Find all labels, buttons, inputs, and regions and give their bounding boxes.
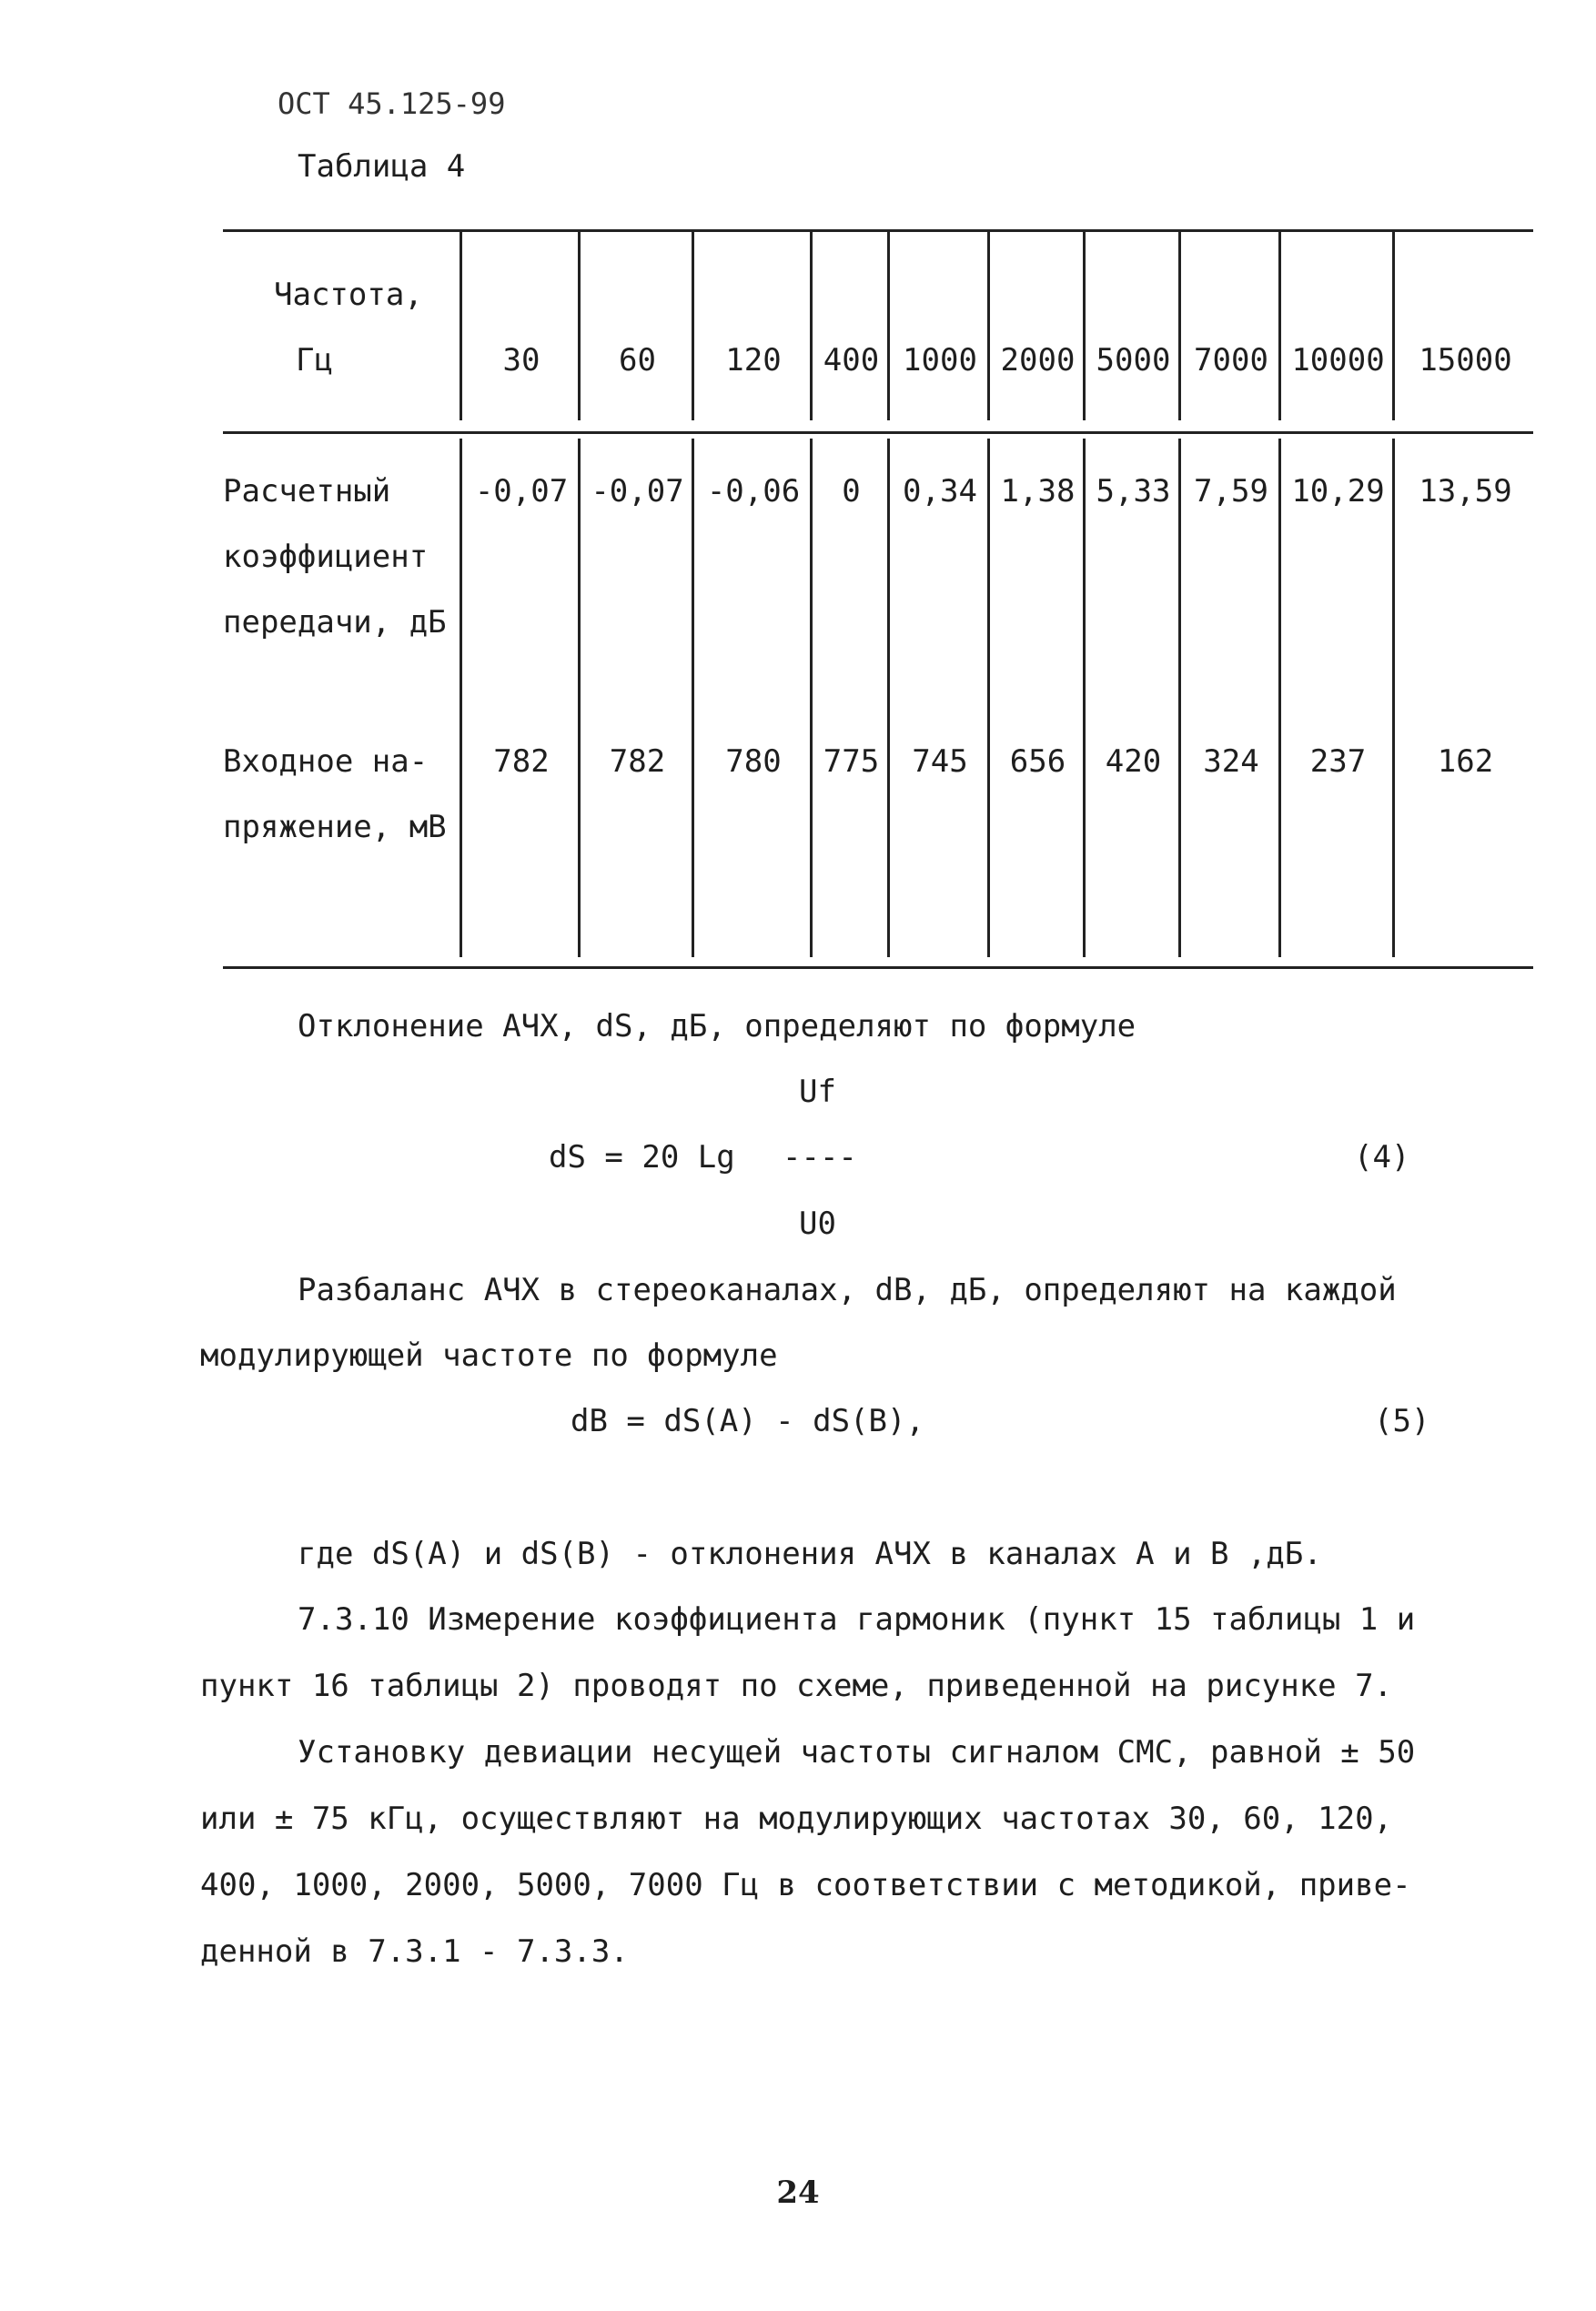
column-separator bbox=[887, 229, 890, 420]
gain-value-cell: 10,29 bbox=[1291, 473, 1385, 510]
column-separator bbox=[987, 229, 990, 420]
frequency-header-cell: 120 bbox=[725, 342, 782, 378]
column-separator bbox=[810, 229, 813, 420]
column-separator bbox=[810, 439, 813, 957]
formula4-fraction-bar: ---- bbox=[783, 1139, 857, 1176]
column-separator bbox=[1392, 439, 1395, 957]
frequency-header-cell: 2000 bbox=[1000, 342, 1076, 378]
gain-value-cell: -0,06 bbox=[706, 473, 801, 510]
column-separator bbox=[987, 439, 990, 957]
gain-value-cell: 0,34 bbox=[903, 473, 977, 510]
paragraph-7-3-10-line2: пункт 16 таблицы 2) проводят по схеме, приведенной на рисунке 7. bbox=[200, 1668, 1393, 1704]
table-header-rule bbox=[223, 431, 1533, 434]
gain-value-cell: -0,07 bbox=[474, 473, 569, 510]
column-separator bbox=[578, 229, 581, 420]
table-top-rule bbox=[223, 229, 1533, 232]
frequency-header-cell: 10000 bbox=[1291, 342, 1385, 378]
where-line: где dS(A) и dS(B) - отклонения АЧХ в каналах А и В ,дБ. bbox=[298, 1536, 1322, 1572]
paragraph-deviation-line2: или ± 75 кГц, осуществляют на модулирующих частотах 30, 60, 120, bbox=[200, 1801, 1393, 1837]
row-label-gain-3: передачи, дБ bbox=[223, 604, 447, 641]
paragraph-deviation-line1: Установку девиации несущей частоты сигналом СМС, равной ± 50 bbox=[298, 1734, 1416, 1771]
voltage-value-cell: 162 bbox=[1437, 743, 1494, 780]
table-bottom-rule bbox=[223, 966, 1533, 969]
voltage-value-cell: 420 bbox=[1105, 743, 1162, 780]
formula4-intro: Отклонение АЧХ, dS, дБ, определяют по формуле bbox=[298, 1008, 1136, 1044]
column-separator bbox=[1178, 229, 1181, 420]
column-separator bbox=[460, 439, 462, 957]
frequency-header-cell: 7000 bbox=[1194, 342, 1268, 378]
frequency-header-cell: 5000 bbox=[1096, 342, 1171, 378]
voltage-value-cell: 775 bbox=[823, 743, 880, 780]
gain-value-cell: 0 bbox=[842, 473, 861, 510]
column-separator bbox=[1083, 439, 1086, 957]
column-separator bbox=[692, 439, 694, 957]
row-label-gain-1: Расчетный bbox=[223, 473, 391, 510]
column-separator bbox=[887, 439, 890, 957]
voltage-value-cell: 745 bbox=[912, 743, 968, 780]
page-number: 24 bbox=[776, 2175, 820, 2211]
paragraph-5-line2: модулирующей частоте по формуле bbox=[200, 1337, 778, 1374]
formula4-number: (4) bbox=[1354, 1139, 1410, 1176]
voltage-value-cell: 324 bbox=[1203, 743, 1259, 780]
voltage-value-cell: 780 bbox=[725, 743, 782, 780]
paragraph-deviation-line4: денной в 7.3.1 - 7.3.3. bbox=[200, 1933, 629, 1970]
formula4-numerator: Uf bbox=[799, 1074, 836, 1110]
header-label-unit: Гц bbox=[296, 342, 333, 378]
column-separator bbox=[692, 229, 694, 420]
gain-value-cell: 1,38 bbox=[1000, 473, 1076, 510]
column-separator bbox=[1392, 229, 1395, 420]
column-separator bbox=[1278, 439, 1281, 957]
voltage-value-cell: 782 bbox=[493, 743, 550, 780]
paragraph-5-line1: Разбаланс АЧХ в стереоканалах, dB, дБ, определяют на каждой bbox=[298, 1272, 1397, 1308]
document-code: ОСТ 45.125-99 bbox=[278, 86, 506, 121]
gain-value-cell: -0,07 bbox=[591, 473, 684, 510]
paragraph-deviation-line3: 400, 1000, 2000, 5000, 7000 Гц в соответствии с методикой, приве- bbox=[200, 1867, 1411, 1903]
frequency-header-cell: 60 bbox=[619, 342, 656, 378]
column-separator bbox=[460, 229, 462, 420]
frequency-header-cell: 400 bbox=[823, 342, 880, 378]
formula4-denominator: U0 bbox=[799, 1206, 836, 1242]
column-separator bbox=[578, 439, 581, 957]
gain-value-cell: 5,33 bbox=[1096, 473, 1171, 510]
paragraph-7-3-10-line1: 7.3.10 Измерение коэффициента гармоник (пункт 15 таблицы 1 и bbox=[298, 1601, 1416, 1638]
voltage-value-cell: 237 bbox=[1309, 743, 1367, 780]
gain-value-cell: 7,59 bbox=[1194, 473, 1268, 510]
formula5-expression: dB = dS(A) - dS(B), bbox=[571, 1403, 924, 1439]
column-separator bbox=[1083, 229, 1086, 420]
formula4-lhs: dS = 20 Lg bbox=[549, 1139, 735, 1176]
frequency-header-cell: 30 bbox=[502, 342, 540, 378]
frequency-header-cell: 15000 bbox=[1419, 342, 1512, 378]
table-title: Таблица 4 bbox=[298, 148, 466, 185]
formula5-number: (5) bbox=[1374, 1403, 1430, 1439]
voltage-value-cell: 782 bbox=[609, 743, 666, 780]
column-separator bbox=[1178, 439, 1181, 957]
row-label-voltage-2: пряжение, мВ bbox=[223, 809, 447, 845]
column-separator bbox=[1278, 229, 1281, 420]
frequency-table bbox=[223, 229, 1533, 971]
frequency-header-cell: 1000 bbox=[903, 342, 977, 378]
header-label-frequency: Частота, bbox=[274, 277, 423, 313]
row-label-voltage-1: Входное на- bbox=[223, 743, 429, 780]
row-label-gain-2: коэффициент bbox=[223, 539, 429, 575]
voltage-value-cell: 656 bbox=[1009, 743, 1066, 780]
gain-value-cell: 13,59 bbox=[1419, 473, 1512, 510]
